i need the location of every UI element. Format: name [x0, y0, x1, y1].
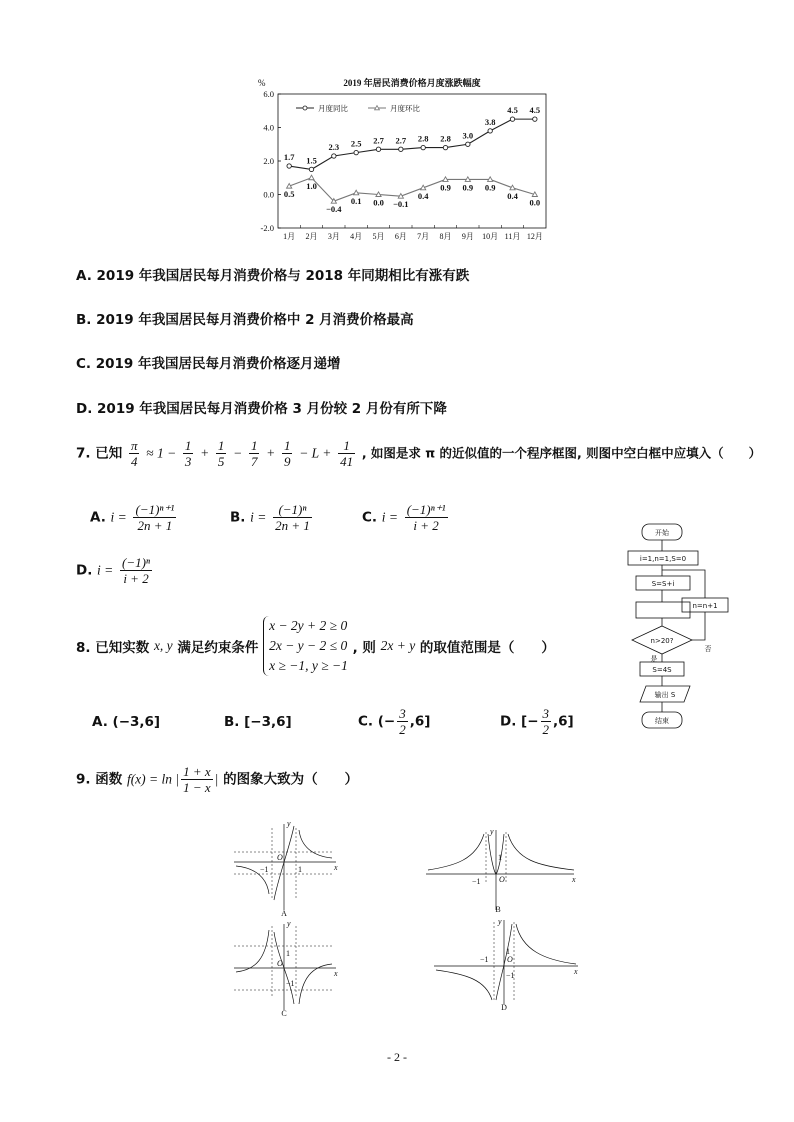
series-2-data-label: −0.1 — [393, 199, 409, 210]
q7-term-1: $\frac{1}{3}$ — [184, 438, 192, 469]
graph-a — [232, 818, 342, 918]
series-2-data-label: 0.0 — [373, 197, 384, 208]
svg-text:1: 1 — [506, 947, 510, 956]
q7-option-a: A. i = $\frac{\text{(−1)ⁿ⁺¹}}{2n + 1}$ — [90, 502, 175, 533]
flow-init-text: i=1,n=1,S=0 — [639, 555, 687, 563]
q7-option-c: C. i = $\frac{\text{(−1)ⁿ⁺¹}}{i + 2}$ — [362, 502, 446, 533]
series-1-point — [466, 142, 470, 146]
q7-term-3: $\frac{1}{7}$ — [250, 438, 258, 469]
x-tick-label: 10月 — [482, 232, 499, 241]
q9-number: 9. 函数 — [76, 771, 123, 788]
graph-a-label: A — [281, 909, 287, 918]
q8-number: 8. 已知实数 — [76, 640, 150, 656]
svg-text:1: 1 — [298, 865, 302, 874]
q7-number: 7. 已知 — [76, 445, 123, 462]
svg-text:1: 1 — [498, 853, 502, 862]
svg-text:y: y — [490, 827, 494, 836]
svg-text:y: y — [498, 917, 502, 926]
series-1-data-label: 3.8 — [484, 116, 496, 127]
q7-approx: ≈ 1 − — [146, 445, 177, 461]
graph-c — [232, 918, 342, 1018]
q8-option-d: D. [− $\frac{3}{2}$ ,6] — [500, 706, 574, 737]
series-1-point — [510, 117, 514, 121]
series-2-data-label: 0.9 — [440, 182, 451, 193]
q7-lhs-fraction: $\frac{\pi}{4}$ — [130, 438, 138, 469]
svg-text:−1: −1 — [480, 955, 489, 964]
graph-d — [432, 916, 582, 1012]
q8-constraints — [263, 616, 348, 676]
chart-frame — [278, 94, 546, 228]
q7-option-d: D. i = $\frac{\text{(−1)ⁿ}}{i + 2}$ — [76, 555, 151, 586]
q6-option-c: C. 2019 年我国居民每月消费价格逐月递增 — [76, 356, 341, 372]
series-1-data-label: 2.8 — [440, 133, 451, 144]
flow-sum-text: S=S+i — [651, 580, 675, 588]
series-2-data-label: 0.0 — [529, 197, 541, 208]
legend-marker-1 — [303, 106, 307, 110]
x-tick-label: 6月 — [394, 232, 407, 241]
series-1-point — [399, 147, 403, 151]
flow-yes-text: 是 — [650, 655, 658, 663]
series-1-point — [354, 150, 358, 154]
series-2-data-label: 1.0 — [306, 180, 317, 191]
y-tick-label: 4.0 — [263, 122, 274, 133]
series-2-data-label: 0.4 — [417, 190, 429, 201]
x-tick-label: 1月 — [283, 232, 296, 241]
svg-text:x: x — [334, 969, 338, 978]
svg-text:x: x — [334, 863, 338, 872]
svg-text:−1: −1 — [286, 979, 295, 988]
q8-expr: 2x + y — [380, 638, 416, 653]
flowchart-svg — [616, 518, 736, 738]
q8-option-a: A. (−3,6] — [92, 714, 161, 730]
price-chart — [240, 72, 560, 248]
series-1-data-label: 1.5 — [306, 155, 317, 166]
series-1-data-label: 2.3 — [328, 141, 340, 152]
svg-text:−1: −1 — [260, 865, 269, 874]
x-tick-label: 7月 — [417, 232, 430, 241]
q9-function: f(x) = ln | — [126, 771, 180, 787]
series-1-data-label: 4.5 — [507, 105, 518, 116]
q7-stem-tail: , 如图是求 π 的近似值的一个程序框图, 则图中空白框中应填入（ ） — [361, 445, 762, 461]
x-tick-label: 8月 — [439, 232, 452, 241]
series-1-data-label: 4.5 — [529, 105, 541, 116]
series-1-data-label: 2.8 — [417, 133, 429, 144]
series-2-data-label: 0.1 — [350, 195, 362, 206]
q9-stem: 9. 函数 f(x) = ln | $\frac{1 + x}{1 - x}$ | 的图象大致为（ ） — [76, 764, 359, 795]
series-1-point — [421, 145, 425, 149]
series-2-data-label: −0.4 — [326, 204, 342, 215]
series-1-data-label: 2.7 — [373, 135, 384, 146]
q8-constraint-1: x − 2y + 2 ≥ 0 — [269, 618, 348, 633]
q8-mid: 满足约束条件 — [177, 640, 259, 656]
x-tick-label: 4月 — [350, 232, 363, 241]
y-tick-label: 2.0 — [263, 156, 274, 166]
y-tick-label: -2.0 — [260, 223, 274, 233]
svg-text:O: O — [507, 955, 513, 964]
flow-cond-text: n>20? — [650, 637, 674, 645]
graph-b — [424, 826, 580, 916]
x-tick-label: 12月 — [526, 232, 543, 241]
svg-text:O: O — [499, 875, 505, 884]
graph-c-label: C — [281, 1009, 287, 1018]
series-line-1 — [289, 116, 535, 169]
svg-text:O: O — [277, 959, 283, 968]
x-tick-label: 3月 — [327, 232, 340, 241]
series-1-data-label: 2.5 — [350, 138, 362, 149]
x-tick-label: 11月 — [504, 232, 521, 241]
flow-no-text: 否 — [704, 645, 712, 653]
chart-ylabel: % — [258, 78, 266, 88]
series-1-data-label: 3.0 — [462, 130, 474, 141]
flow-update-text: n=n+1 — [692, 602, 718, 610]
q6-option-a: A. 2019 年我国居民每月消费价格与 2018 年同期相比有涨有跌 — [76, 268, 470, 284]
svg-text:1: 1 — [286, 949, 290, 958]
q9-stem-tail: 的图象大致为（ ） — [223, 771, 359, 788]
y-tick-label: 6.0 — [263, 89, 274, 99]
flow-output-text: 输出 S — [654, 691, 676, 699]
series-1-point — [533, 117, 537, 121]
legend-label-1: 月度同比 — [318, 104, 348, 113]
q7-option-b: B. i = $\frac{\text{(−1)ⁿ}}{2n + 1}$ — [230, 502, 310, 533]
q8-stem: 8. 已知实数 x, y 满足约束条件 x − 2y + 2 ≥ 0 2x − y − 2 ≤ 0 x ≥ −1, y ≥ −1 , 则 2x + y 的取值范围是（ ） — [76, 616, 555, 676]
series-2-data-label: 0.9 — [484, 182, 496, 193]
series-line-2 — [289, 178, 535, 201]
chart-svg — [240, 72, 560, 248]
graph-d-label: D — [501, 1003, 507, 1012]
page-number: - 2 - — [387, 1050, 407, 1064]
q8-vars: x, y — [153, 638, 173, 653]
x-tick-label: 5月 — [372, 232, 385, 241]
x-tick-label: 2月 — [305, 232, 318, 241]
flow-end-text: 结束 — [655, 717, 669, 725]
svg-text:x: x — [574, 967, 578, 976]
q7-stem: 7. 已知 $\frac{\pi}{4}$ ≈ 1 − $\frac{1}{3}$ + $\frac{1}{5}$ − $\frac{1}{7}$ + $\frac{1}{9}$ − L + $\frac{1}{41}$ , 如图是求 π 的近似值的一个程序框图, 则图中空白框中应填入（ ） — [76, 438, 762, 469]
svg-text:y: y — [287, 919, 291, 928]
series-1-data-label: 2.7 — [395, 135, 407, 146]
y-tick-label: 0.0 — [263, 189, 274, 200]
q7-term-4: $\frac{1}{9}$ — [283, 438, 291, 469]
series-1-point — [309, 167, 313, 171]
q7-term-2: $\frac{1}{5}$ — [217, 438, 225, 469]
series-2-data-label: 0.5 — [283, 189, 295, 200]
svg-text:O: O — [277, 853, 283, 862]
q6-option-b: B. 2019 年我国居民每月消费价格中 2 月消费价格最高 — [76, 312, 414, 328]
x-tick-label: 9月 — [461, 232, 474, 241]
series-1-point — [332, 154, 336, 158]
q8-constraint-3: x ≥ −1, y ≥ −1 — [269, 658, 348, 673]
series-1-point — [443, 145, 447, 149]
svg-text:−1: −1 — [472, 877, 481, 886]
graph-b-label: B — [495, 905, 501, 914]
series-1-data-label: 1.7 — [283, 152, 295, 163]
series-2-data-label: 0.4 — [507, 190, 518, 201]
flowchart — [616, 518, 736, 738]
series-2-data-label: 0.9 — [462, 182, 474, 193]
svg-text:y: y — [287, 819, 291, 828]
legend-label-2: 月度环比 — [390, 104, 420, 113]
series-1-point — [376, 147, 380, 151]
svg-text:x: x — [572, 875, 576, 884]
chart-title: 2019 年居民消费价格月度涨跌幅度 — [343, 78, 481, 88]
flow-start-text: 开始 — [655, 529, 669, 537]
q8-option-c: C. (− $\frac{3}{2}$ ,6] — [358, 706, 431, 737]
q7-term-5: $\frac{1}{41}$ — [340, 438, 354, 469]
series-1-point — [287, 164, 291, 168]
svg-text:−1: −1 — [506, 971, 515, 980]
q8-constraint-2: 2x − y − 2 ≤ 0 — [269, 638, 348, 653]
flow-mult-text: S=4S — [652, 666, 672, 674]
series-1-point — [488, 129, 492, 133]
q8-option-b: B. [−3,6] — [224, 714, 292, 730]
series-2-point — [309, 175, 314, 180]
q6-option-d: D. 2019 年我国居民每月消费价格 3 月份较 2 月份有所下降 — [76, 401, 447, 417]
